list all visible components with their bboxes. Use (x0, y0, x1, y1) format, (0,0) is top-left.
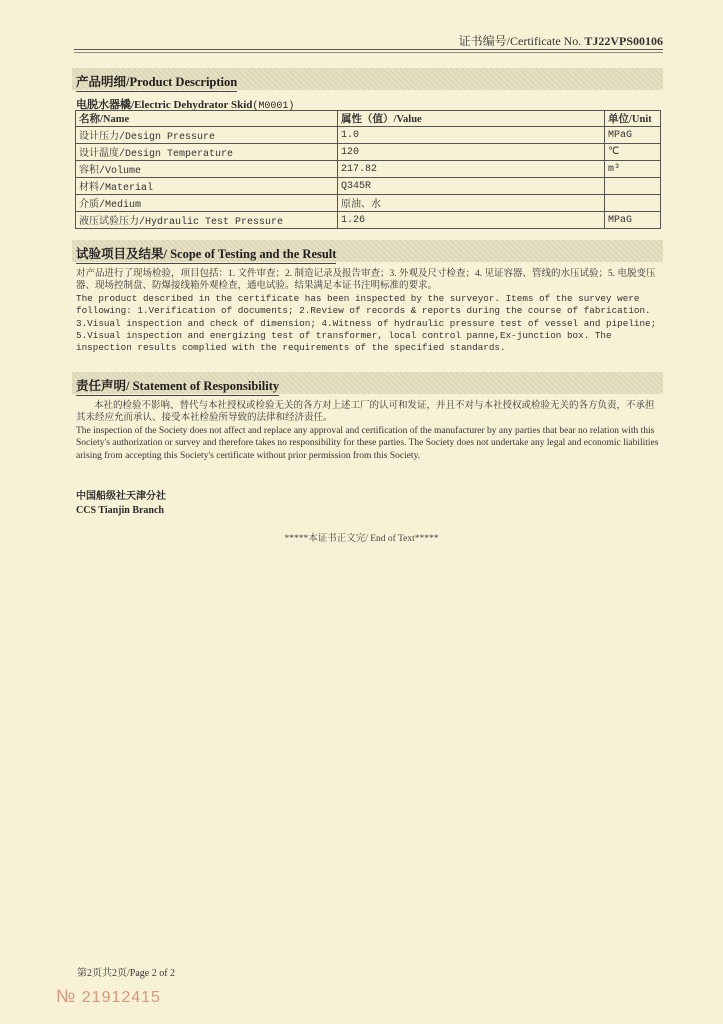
table-row (76, 144, 661, 161)
product-item-code: (M0001) (252, 101, 295, 112)
table-row (76, 161, 661, 178)
row-value: 1.0 (338, 127, 605, 144)
product-table (75, 110, 661, 229)
table-row (76, 195, 661, 212)
responsibility-section-title: 责任声明/ Statement of Responsibility (76, 376, 279, 396)
table-row (76, 212, 661, 229)
scope-text-english: The product described in the certificate has been inspected by the surveyor. Items of the survey were following: 1.Verification of documents; 2.Review of records & reports during the course of fabrication. 3.Visual inspection and check of dimension; 4.Witness of hydraulic pressure test of vessel and pipeline; 5.Visual inspection and energizing test of transformer, local control panne,Ex-junction box. The inspection results complied with the requirements of the specified standards. (76, 293, 657, 354)
column-header-name: 名称/Name (76, 111, 338, 127)
row-value: Q345R (338, 178, 605, 195)
row-unit (605, 195, 661, 212)
table-row (76, 178, 661, 195)
row-name: 介质/Medium (76, 195, 338, 212)
serial-value: 21912415 (81, 989, 161, 1006)
certificate-number-header (459, 32, 663, 49)
row-unit: MPaG (605, 127, 661, 144)
row-unit: m³ (605, 161, 661, 178)
header-divider (74, 49, 663, 50)
row-value: 1.26 (338, 212, 605, 229)
scope-text-chinese: 对产品进行了现场检验，项目包括：1. 文件审查；2. 制造记录及报告审查；3. 外观及尺寸检查；4. 见证容器、管线的水压试验；5. 电脱变压器、现场控制盘、防爆接线箱外观检查，通电试验。结果满足本证书注明标准的要求。 (76, 269, 656, 292)
header-divider-secondary (74, 52, 663, 53)
certificate-number: TJ22VPS00106 (584, 34, 663, 48)
scope-section-title: 试验项目及结果/ Scope of Testing and the Result (76, 244, 336, 264)
row-unit: MPaG (605, 212, 661, 229)
column-header-unit: 单位/Unit (605, 111, 661, 127)
product-item-name: 电脱水器橇/Electric Dehydrator Skid (76, 99, 253, 111)
product-section-title: 产品明细/Product Description (76, 72, 237, 92)
row-name: 材料/Material (76, 178, 338, 195)
serial-number (56, 986, 161, 1007)
row-value: 217.82 (338, 161, 605, 178)
page-number: 第2页共2页/Page 2 of 2 (77, 968, 176, 979)
row-unit: ℃ (605, 144, 661, 161)
row-name: 设计压力/Design Pressure (76, 127, 338, 144)
responsibility-text-chinese: 本社的检验不影响、替代与本社授权或检验无关的各方对上述工厂的认可和发证，并且不对与本社授权或检验无关的各方负责，不承担其未经应允而承认、接受本社检验所导致的法律和经济责任。 (76, 401, 655, 424)
column-header-value: 属性（值）/Value (338, 111, 605, 127)
issuer-name-chinese: 中国船级社天津分社 (76, 491, 166, 502)
serial-prefix: № (56, 986, 77, 1006)
table-row (76, 127, 661, 144)
row-name: 设计温度/Design Temperature (76, 144, 338, 161)
issuer-signature (76, 490, 166, 518)
row-name: 容积/Volume (76, 161, 338, 178)
issuer-name-english: CCS Tianjin Branch (76, 505, 164, 516)
row-value: 原油、水 (338, 195, 605, 212)
row-name: 液压试验压力/Hydraulic Test Pressure (76, 212, 338, 229)
row-value: 120 (338, 144, 605, 161)
table-header-row (76, 111, 661, 127)
responsibility-text-english: The inspection of the Society does not affect and replace any approval and certification of the manufacturer by any parties that bear no relation with this Society's authorization or survey and therefore takes no responsibility for these parties. The Society does not undertake any legal and economic liabilities arising from accepting this Society's certificate without prior permission from this Society. (76, 426, 659, 461)
certificate-label: 证书编号/Certificate No. (458, 34, 582, 48)
row-unit (605, 178, 661, 195)
end-of-text: *****本证书正文完/ End of Text***** (284, 534, 439, 544)
